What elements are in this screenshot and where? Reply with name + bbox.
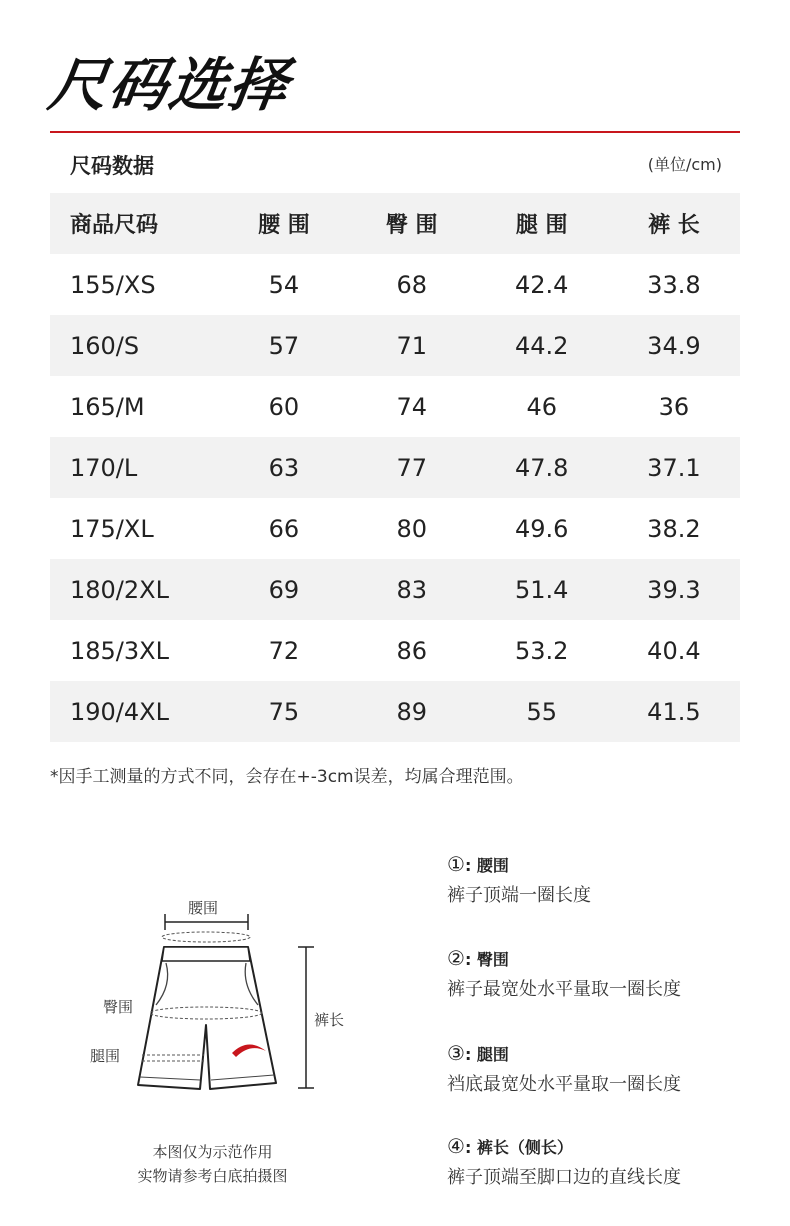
- length-label: 裤长: [314, 1011, 345, 1029]
- cell-waist: 69: [268, 575, 300, 604]
- cell-thigh: 46: [526, 392, 557, 421]
- table-row: [50, 437, 740, 498]
- cell-hip: 83: [396, 575, 427, 604]
- cell-length: 34.9: [647, 331, 701, 360]
- measurement-note: *因手工测量的方式不同，会存在+-3cm误差，均属合理范围。: [50, 767, 524, 787]
- page-title: 尺码选择: [44, 51, 295, 119]
- legend-desc: 裤子顶端至脚口边的直线长度: [447, 1167, 681, 1188]
- cell-waist: 60: [268, 392, 300, 421]
- legend-number: ③: [447, 1041, 465, 1065]
- cell-length: 38.2: [647, 514, 701, 543]
- cell-length: 40.4: [647, 636, 701, 665]
- cell-size: 185/3XL: [70, 636, 169, 665]
- cell-hip: 68: [396, 270, 427, 299]
- shorts-illustration: [80, 885, 380, 1100]
- title-divider: [50, 131, 740, 133]
- legend-title: : 腿围: [464, 1045, 509, 1064]
- cell-size: 160/S: [70, 331, 140, 360]
- header-thigh: 腿 围: [515, 213, 568, 238]
- cell-waist: 66: [268, 514, 300, 543]
- cell-size: 170/L: [70, 453, 138, 482]
- table-header-row: [50, 193, 740, 254]
- table-row: [50, 681, 740, 742]
- cell-size: 180/2XL: [70, 575, 169, 604]
- legend-number: ①: [447, 852, 465, 876]
- cell-length: 39.3: [647, 575, 701, 604]
- cell-size: 190/4XL: [70, 697, 169, 726]
- header-hip: 臀 围: [385, 213, 438, 238]
- cell-waist: 63: [268, 453, 300, 482]
- cell-hip: 89: [396, 697, 427, 726]
- cell-length: 37.1: [647, 453, 701, 482]
- table-row: [50, 559, 740, 620]
- unit-label: (单位/cm): [647, 155, 722, 174]
- legend-title: : 臀围: [464, 950, 509, 969]
- legend-item-hip: [447, 946, 681, 1001]
- shorts-diagram: [80, 885, 380, 1100]
- legend-item-thigh: [447, 1041, 681, 1096]
- legend-desc: 裤子最宽处水平量取一圈长度: [447, 979, 681, 1000]
- cell-size: 155/XS: [70, 270, 156, 299]
- legend-number: ②: [447, 946, 465, 970]
- table-row: [50, 620, 740, 681]
- caption-line-2: 实物请参考白底拍摄图: [137, 1167, 288, 1185]
- caption-line-1: 本图仅为示范作用: [152, 1143, 273, 1161]
- cell-hip: 74: [396, 392, 427, 421]
- cell-hip: 80: [396, 514, 427, 543]
- legend-title: : 裤长（侧长）: [464, 1138, 573, 1157]
- cell-thigh: 47.8: [514, 453, 569, 482]
- legend-item-length: [447, 1134, 681, 1189]
- legend-desc: 裆底最宽处水平量取一圈长度: [447, 1074, 681, 1095]
- cell-thigh: 53.2: [514, 636, 569, 665]
- cell-thigh: 55: [526, 697, 557, 726]
- cell-size: 175/XL: [70, 514, 154, 543]
- cell-waist: 75: [268, 697, 300, 726]
- cell-thigh: 51.4: [514, 575, 569, 604]
- section-heading: 尺码数据: [70, 154, 154, 178]
- table-row: [50, 315, 740, 376]
- cell-thigh: 44.2: [514, 331, 569, 360]
- table-row: [50, 498, 740, 559]
- header-size: 商品尺码: [70, 213, 159, 238]
- thigh-label: 腿围: [90, 1047, 121, 1065]
- cell-length: 41.5: [647, 697, 701, 726]
- cell-waist: 72: [268, 636, 300, 665]
- hip-label: 臀围: [103, 998, 134, 1016]
- cell-thigh: 49.6: [514, 514, 569, 543]
- table-row: [50, 376, 740, 437]
- table-row: [50, 254, 740, 315]
- legend-item-waist: [447, 852, 591, 907]
- waist-label: 腰围: [188, 899, 219, 917]
- cell-length: 36: [658, 392, 690, 421]
- cell-hip: 71: [396, 331, 427, 360]
- legend-title: : 腰围: [464, 856, 509, 875]
- cell-size: 165/M: [70, 392, 145, 421]
- legend-desc: 裤子顶端一圈长度: [447, 885, 591, 906]
- header-length: 裤 长: [648, 213, 700, 238]
- cell-waist: 54: [268, 270, 300, 299]
- cell-hip: 77: [396, 453, 427, 482]
- legend-number: ④: [447, 1134, 465, 1158]
- size-table: [50, 193, 740, 742]
- cell-length: 33.8: [647, 270, 701, 299]
- cell-waist: 57: [268, 331, 300, 360]
- cell-hip: 86: [396, 636, 427, 665]
- diagram-caption: [80, 1140, 345, 1188]
- cell-thigh: 42.4: [514, 270, 569, 299]
- header-waist: 腰 围: [258, 213, 310, 238]
